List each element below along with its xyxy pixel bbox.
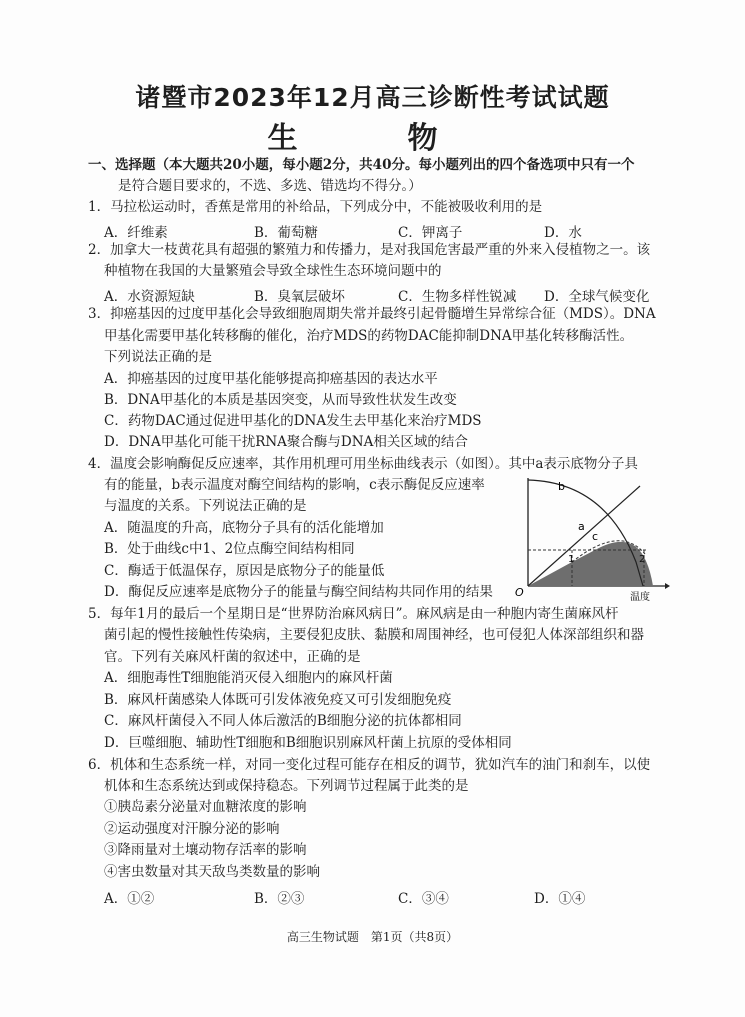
q3-stem-line1: 3．抑癌基因的过度甲基化会导致细胞周期失常并最终引起骨髓增生异常综合征（MDS）。DNA	[88, 306, 656, 322]
q6-option-b[interactable]: B．②③	[254, 891, 305, 907]
q6-item-1: ①胰岛素分泌量对血糖浓度的影响	[104, 799, 307, 815]
label-a: a	[578, 520, 585, 533]
q4-stem-line1: 4．温度会影响酶促反应速率，其作用机理可用坐标曲线表示（如图）。其中a表示底物分子具	[88, 456, 638, 472]
q2-stem-line2: 种植物在我国的大量繁殖会导致全球性生态环境问题中的	[104, 263, 442, 279]
q2-option-c[interactable]: C．生物多样性锐减	[398, 289, 517, 305]
q5-stem-line1: 5．每年1月的最后一个星期日是“世界防治麻风病日”。麻风病是由一种胞内寄生菌麻风杆	[88, 606, 619, 622]
q5-option-a[interactable]: A．细胞毒性T细胞能消灭侵入细胞内的麻风杆菌	[104, 670, 393, 686]
q6-option-a[interactable]: A．①②	[104, 891, 155, 907]
page-footer: 高三生物试题 第1页（共8页）	[286, 930, 459, 944]
q6-item-2: ②运动强度对汗腺分泌的影响	[104, 821, 280, 837]
q3-option-d[interactable]: D．DNA甲基化可能干扰RNA聚合酶与DNA相关区域的结合	[104, 434, 468, 450]
label-b: b	[558, 480, 565, 493]
q5-option-b[interactable]: B．麻风杆菌感染人体既可引发体液免疫又可引发细胞免疫	[104, 692, 452, 708]
q2-option-b[interactable]: B．臭氧层破坏	[254, 289, 345, 305]
label-x-axis: 温度	[630, 592, 650, 603]
q6-option-c[interactable]: C．③④	[398, 891, 449, 907]
q1-stem: 1．马拉松运动时，香蕉是常用的补给品，下列成分中，不能被吸收利用的是	[88, 199, 543, 215]
q6-item-4: ④害虫数量对其天敌鸟类数量的影响	[104, 864, 320, 880]
q5-option-d[interactable]: D．巨噬细胞、辅助性T细胞和B细胞识别麻风杆菌上抗原的受体相同	[104, 735, 512, 751]
x-axis-arrow	[665, 583, 670, 589]
q4-option-d[interactable]: D．酶促反应速率是底物分子的能量与酶空间结构共同作用的结果	[104, 584, 493, 600]
curve-c-area	[528, 542, 653, 586]
q4-stem-line2: 有的能量，b表示温度对酶空间结构的影响，c表示酶促反应速率	[104, 477, 485, 493]
subject-title: 生 物	[267, 121, 478, 156]
section-instructions-line1: 一、选择题（本大题共20小题，每小题2分，共40分。每小题列出的四个备选项中只有一个	[88, 157, 635, 173]
q5-option-c[interactable]: C．麻风杆菌侵入不同人体后激活的B细胞分泌的抗体都相同	[104, 713, 462, 729]
q1-option-b[interactable]: B．葡萄糖	[254, 225, 318, 241]
q6-stem-line2: 机体和生态系统达到或保持稳态。下列调节过程属于此类的是	[104, 778, 469, 794]
label-point-2: 2	[639, 554, 646, 565]
label-point-1: 1	[568, 554, 575, 565]
q4-option-c[interactable]: C．酶适于低温保存，原因是底物分子的能量低	[104, 563, 385, 579]
q2-option-d[interactable]: D．全球气候变化	[544, 289, 650, 305]
q1-option-c[interactable]: C．钾离子	[398, 225, 463, 241]
q3-stem-line2: 甲基化需要甲基化转移酶的催化，治疗MDS的药物DAC能抑制DNA甲基化转移酶活性。	[104, 328, 634, 344]
q6-option-d[interactable]: D．①④	[534, 891, 586, 907]
q3-option-a[interactable]: A．抑癌基因的过度甲基化能够提高抑癌基因的表达水平	[104, 371, 438, 387]
q4-graph	[510, 474, 670, 604]
q2-stem-line1: 2．加拿大一枝黄花具有超强的繁殖力和传播力，是对我国危害最严重的外来入侵植物之一。该	[88, 242, 651, 258]
label-c: c	[592, 530, 599, 543]
q3-stem-line3: 下列说法正确的是	[104, 349, 212, 365]
label-origin: O	[515, 586, 524, 599]
q4-stem-line3: 与温度的关系。下列说法正确的是	[104, 498, 307, 514]
q6-stem-line1: 6．机体和生态系统一样，对同一变化过程可能存在相反的调节，犹如汽车的油门和刹车，以使	[88, 757, 651, 773]
section-instructions-line2: 是符合题目要求的，不选、多选、错选均不得分。）	[118, 178, 422, 194]
q4-option-a[interactable]: A．随温度的升高，底物分子具有的活化能增加	[104, 520, 384, 536]
q2-option-a[interactable]: A．水资源短缺	[104, 289, 195, 305]
q1-option-d[interactable]: D．水	[544, 225, 582, 241]
q6-item-3: ③降雨量对土壤动物存活率的影响	[104, 842, 307, 858]
q5-stem-line2: 菌引起的慢性接触性传染病，主要侵犯皮肤、黏膜和周围神经，也可侵犯人体深部组织和器	[104, 627, 644, 643]
q4-option-b[interactable]: B．处于曲线c中1、2位点酶空间结构相同	[104, 541, 355, 557]
q5-stem-line3: 官。下列有关麻风杆菌的叙述中，正确的是	[104, 649, 361, 665]
q3-option-b[interactable]: B．DNA甲基化的本质是基因突变，从而导致性状发生改变	[104, 392, 457, 408]
q1-option-a[interactable]: A．纤维素	[104, 225, 168, 241]
exam-title: 诸暨市2023年12月高三诊断性考试试题	[135, 83, 610, 112]
q3-option-c[interactable]: C．药物DAC通过促进甲基化的DNA发生去甲基化来治疗MDS	[104, 413, 482, 429]
